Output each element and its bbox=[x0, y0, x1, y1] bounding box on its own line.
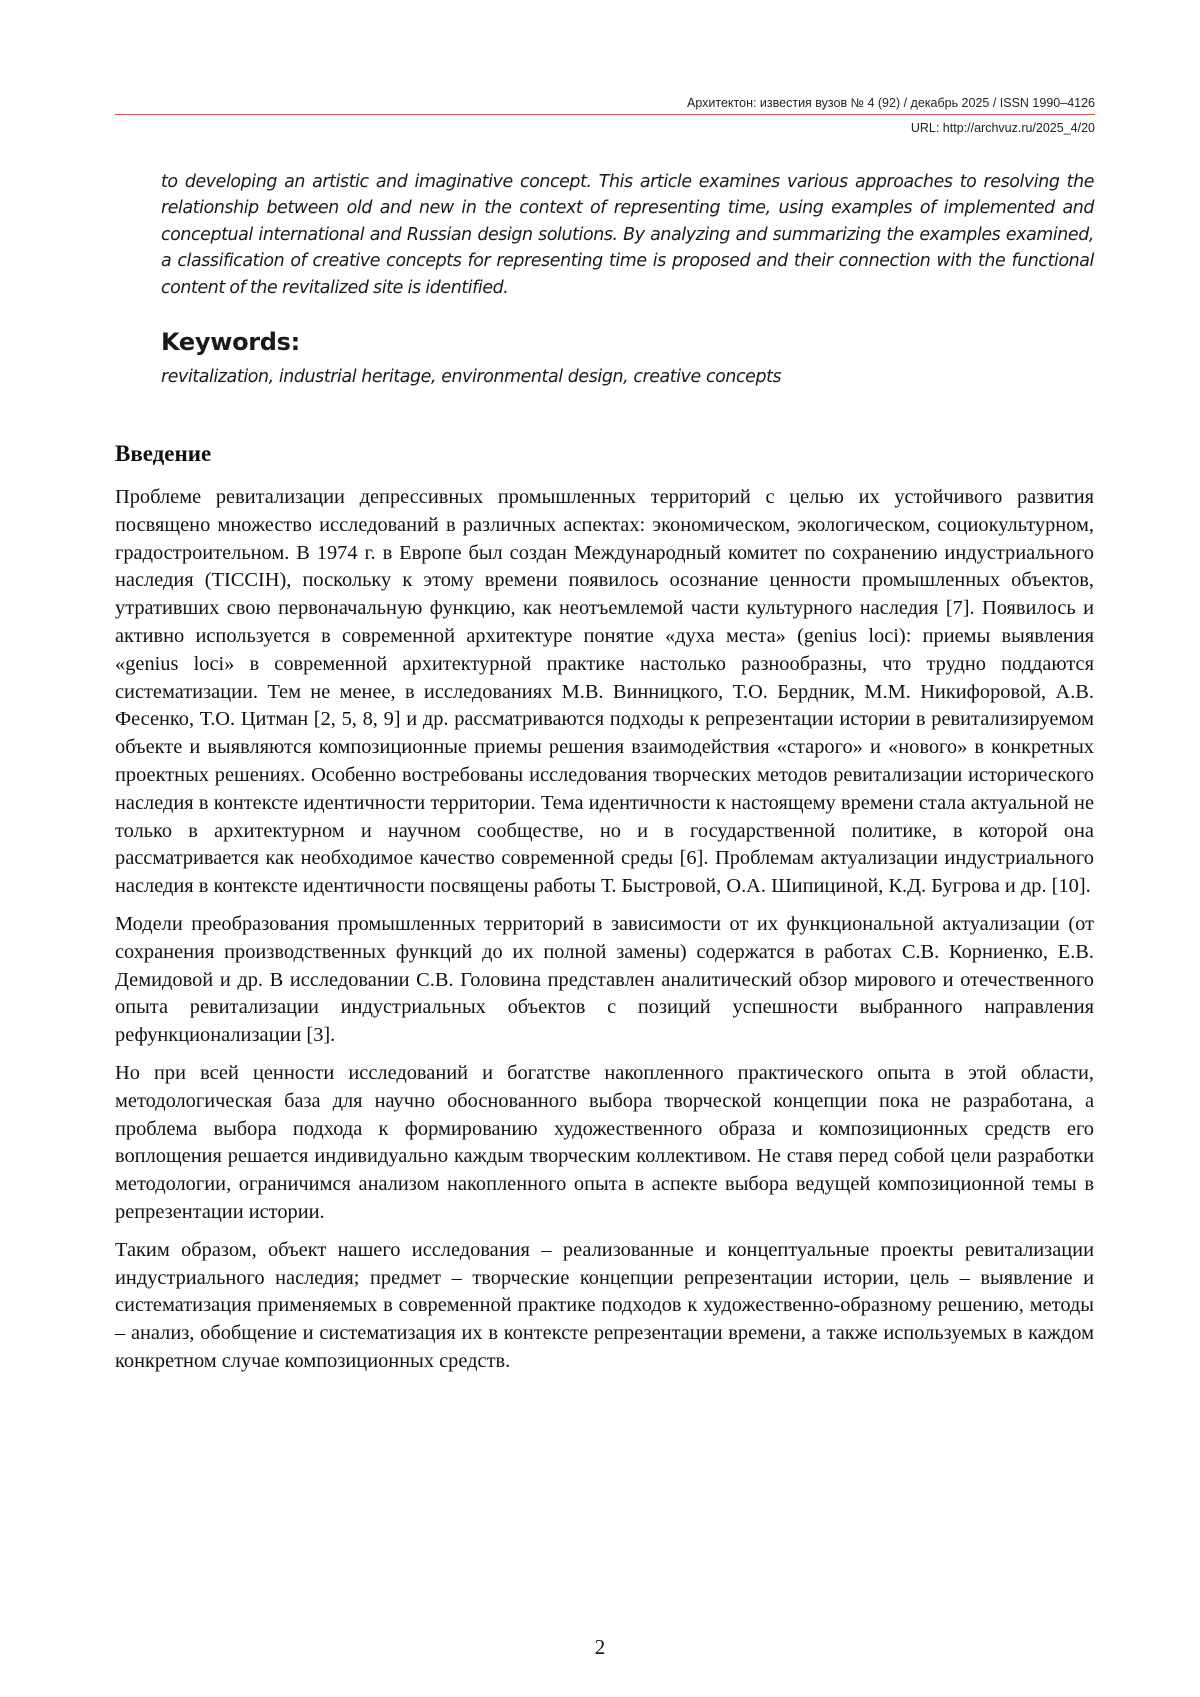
keywords-list: revitalization, industrial heritage, environmental design, creative concepts bbox=[161, 367, 782, 387]
abstract-continuation: to developing an artistic and imaginative concept. This article examines various approaches to resolving the relationship between old and new in the context of representing time, using examples of implemented and conceptual international and Russian design solutions. By analyzing and summarizing the examples examined, a classification of creative concepts for representing time is proposed and their connection with the functional content of the revitalized site is identified. bbox=[161, 172, 1094, 298]
running-header-journal: Архитектон: известия вузов № 4 (92) / декабрь 2025 / ISSN 1990–4126 bbox=[687, 96, 1095, 110]
keywords-heading: Keywords: bbox=[161, 328, 300, 356]
running-header-url: URL: http://archvuz.ru/2025_4/20 bbox=[910, 121, 1095, 135]
header-rule bbox=[115, 114, 1095, 115]
paragraph: Модели преобразования промышленных территорий в зависимости от их функциональной актуализации (от сохранения производственных функций до их полной замены) содержатся в работах С.В. Корниенко, Е.В. Демидовой и др. В исследовании С.В. Головина представлен аналитический обзор мирового и отечественного опыта ревитализации индустриальных объектов с позиций успешности выбранного направления рефункционализации [3]. bbox=[115, 912, 1094, 1047]
section-heading-introduction: Введение bbox=[115, 441, 212, 466]
page-number: 2 bbox=[594, 1635, 606, 1659]
paragraph: Проблеме ревитализации депрессивных промышленных территорий с целью их устойчивого развития посвящено множество исследований в различных аспектах: экономическом, экологическом, социокультурном, градостроительном. В 1974 г. в Европе был создан Международный комитет по сохранению индустриального наследия (TICCIH), поскольку к этому времени появилось осознание ценности промышленных объектов, утративших свою первоначальную функцию, как неотъемлемой части культурного наследия [7]. Появилось и активно используется в современной архитектуре понятие «духа места» (genius loci): приемы выявления «genius loci» в современной архитектурной практике настолько разнообразны, что трудно поддаются систематизации. Тем не менее, в исследованиях М.В. Винницкого, Т.О. Бердник, М.М. Никифоровой, А.В. Фесенко, Т.О. Цитман [2, 5, 8, 9] и др. рассматриваются подходы к репрезентации истории в ревитализируемом объекте и выявляются композиционные приемы решения взаимодействия «старого» и «нового» в конкретных проектных решениях. Особенно востребованы исследования творческих методов ревитализации исторического наследия в контексте идентичности территории. Тема идентичности к настоящему времени стала актуальной не только в архитектурном и научном сообществе, но и в государственной политике, в которой она рассматривается как необходимое качество современной среды [6]. Проблемам актуализации индустриального наследия в контексте идентичности посвящены работы Т. Быстровой, О.А. Шипициной, К.Д. Бугрова и др. [10]. bbox=[115, 486, 1094, 898]
section-body bbox=[115, 484, 1094, 1386]
paragraph: Но при всей ценности исследований и богатстве накопленного практического опыта в этой области, методологическая база для научно обоснованного выбора творческой концепции пока не разработана, а проблема выбора подхода к формированию художественного образа и композиционных средств его воплощения решается индивидуально каждым творческим коллективом. Не ставя перед собой цели разработки методологии, ограничимся анализом накопленного опыта в аспекте выбора ведущей композиционной темы в репрезентации истории. bbox=[115, 1061, 1094, 1223]
paragraph: Таким образом, объект нашего исследования – реализованные и концептуальные проекты ревитализации индустриального наследия; предмет – творческие концепции репрезентации истории, цель – выявление и систематизация применяемых в современной практике подходов к художественно-образному решению, методы – анализ, обобщение и систематизация их в контексте репрезентации времени, а также используемых в каждом конкретном случае композиционных средств. bbox=[115, 1238, 1094, 1372]
